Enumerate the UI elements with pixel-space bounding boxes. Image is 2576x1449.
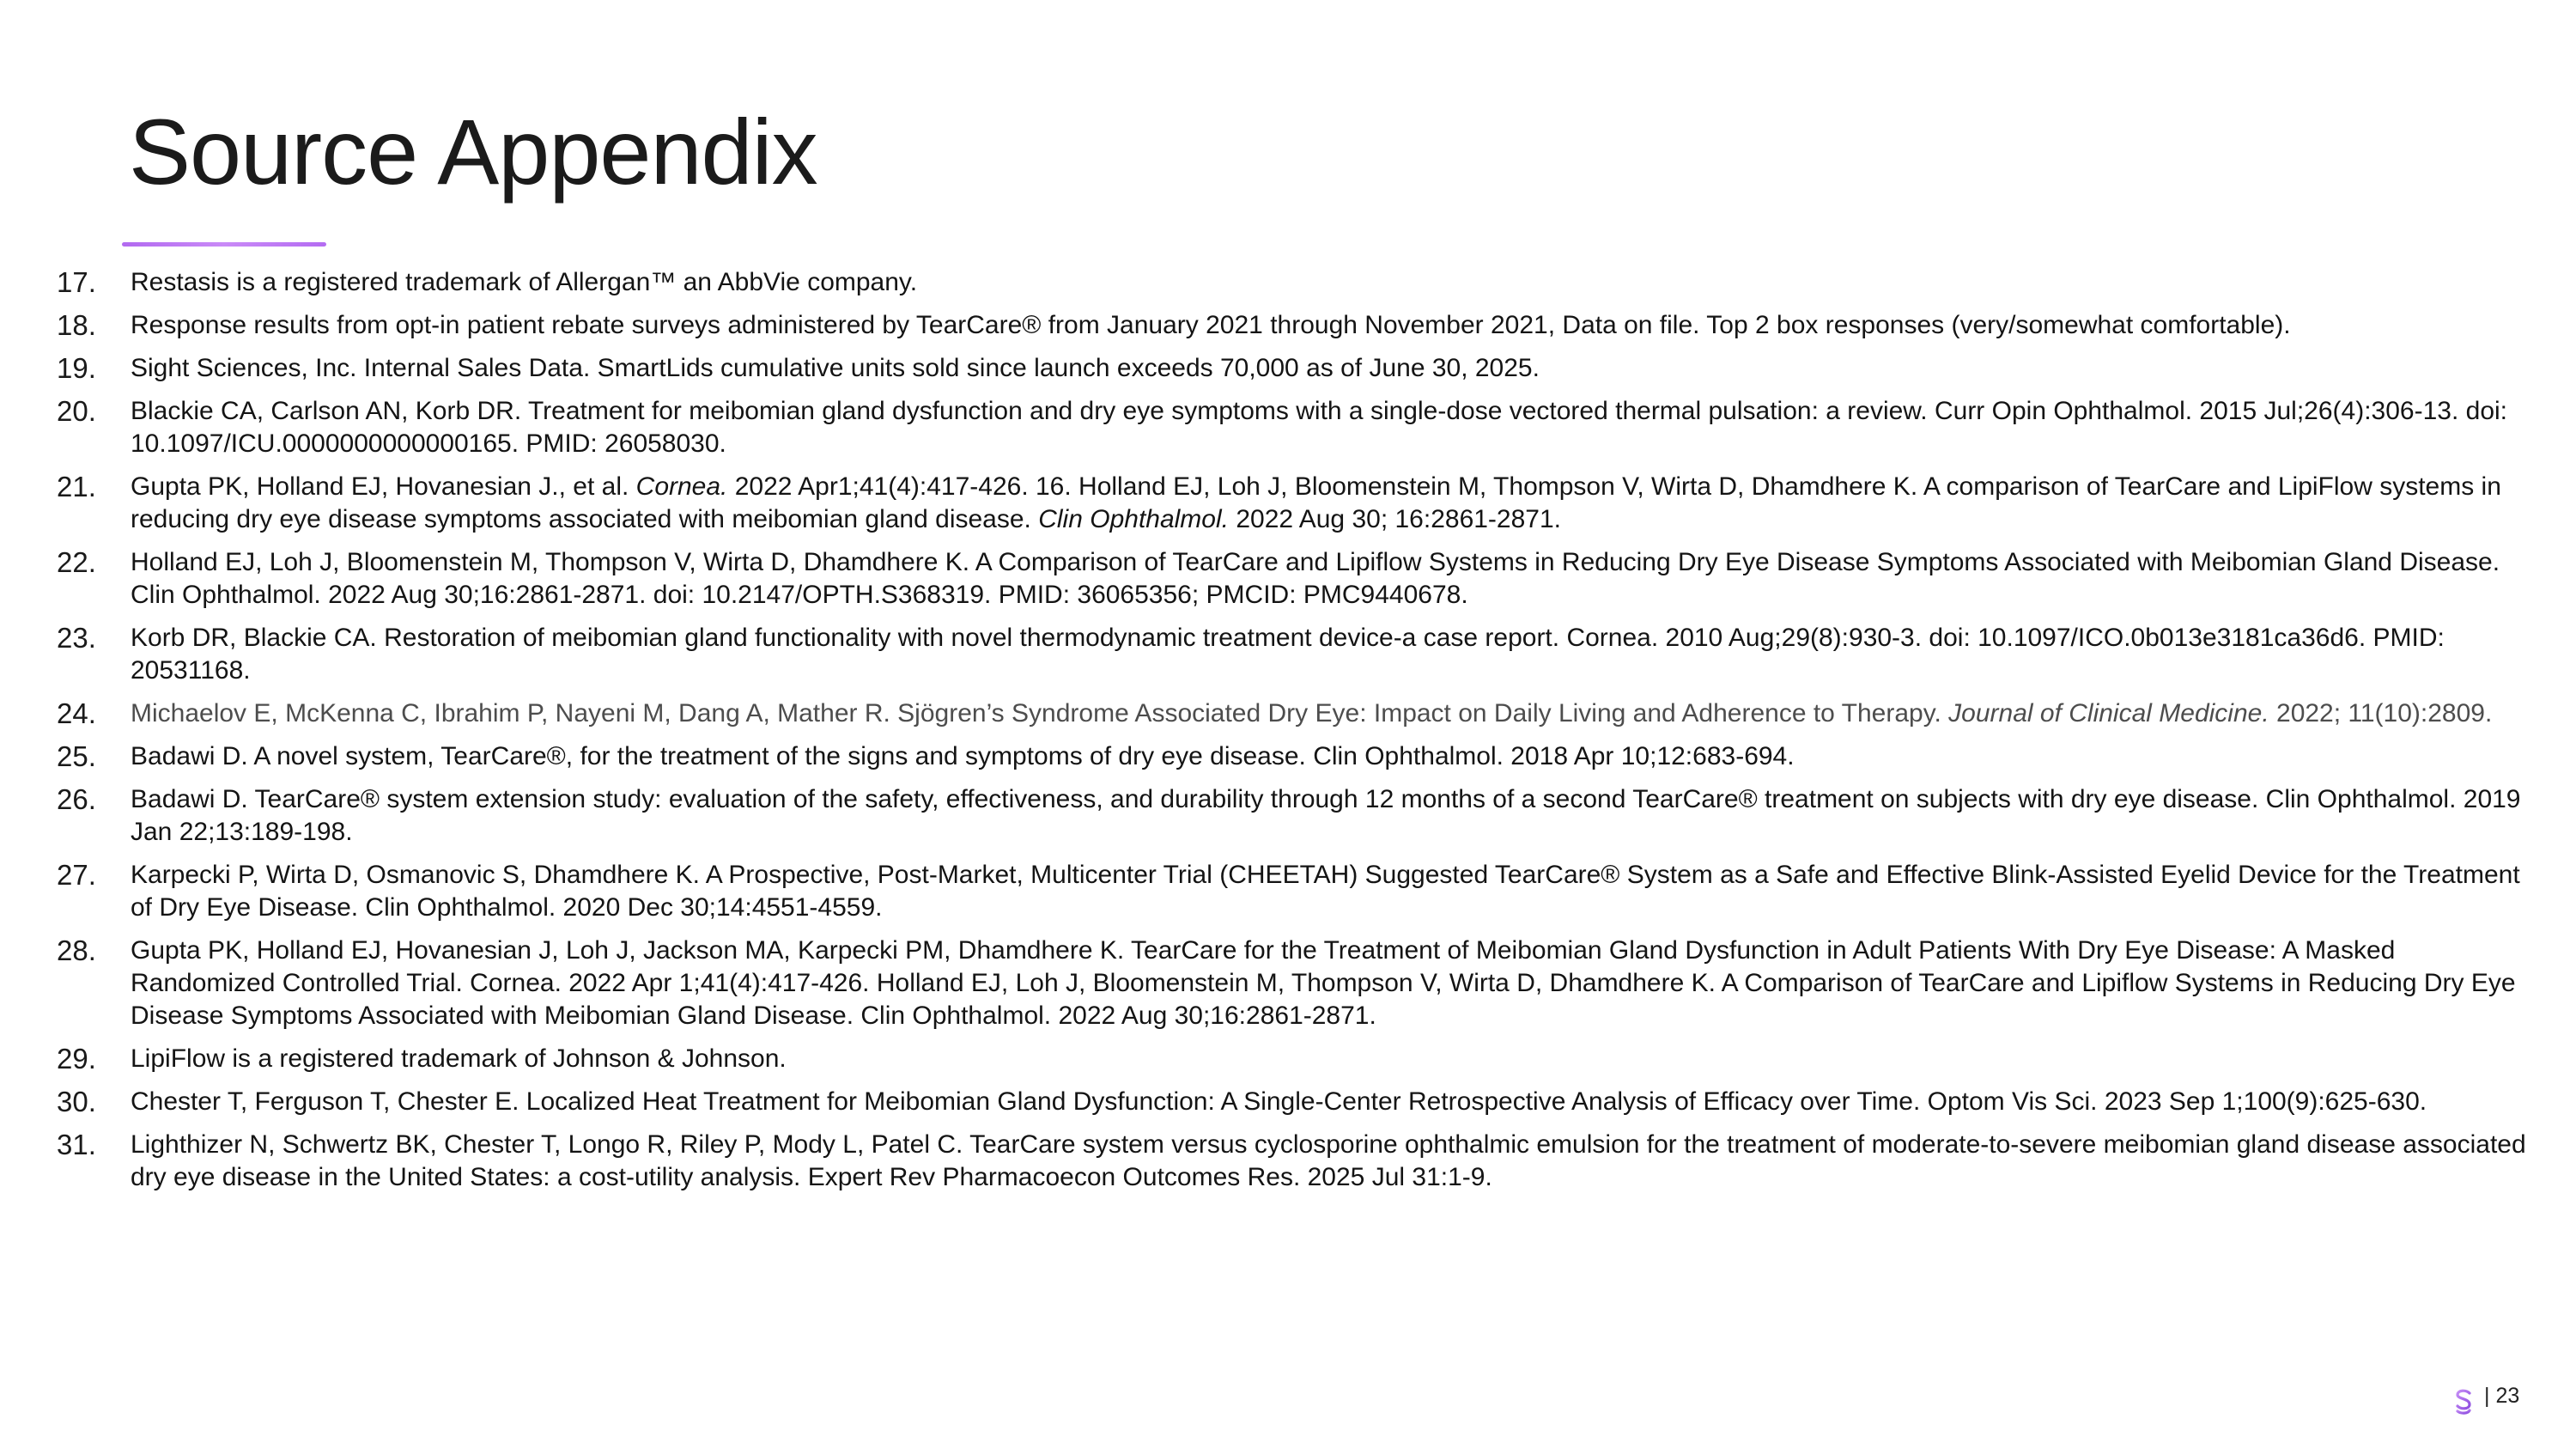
journal-name: Clin Ophthalmol. (1038, 505, 1229, 533)
reference-text: Sight Sciences, Inc. Internal Sales Data. SmartLids cumulative units sold since launch exceeds 70,000 as of June 30, 2025. (131, 354, 1540, 382)
reference-number: 31. (57, 1129, 96, 1160)
s-logo-icon (2453, 1388, 2474, 1417)
reference-item (0, 266, 2559, 299)
reference-number: 21. (57, 471, 96, 502)
reference-number: 20. (57, 395, 96, 427)
reference-text: LipiFlow is a registered trademark of Johnson & Johnson. (131, 1044, 787, 1073)
reference-text: Korb DR, Blackie CA. Restoration of meibomian gland functionality with novel thermodynamic treatment device-a case report. Cornea. 2010 Aug;29(8):930-3. doi: 10.1097/ICO.0b013e3181ca36d6. PMID: 20531168. (131, 624, 2445, 685)
reference-item (0, 1129, 2559, 1194)
reference-number: 30. (57, 1086, 96, 1117)
reference-text: Response results from opt-in patient rebate surveys administered by TearCare® from January 2021 through November 2021, Data on file. Top 2 box responses (very/somewhat comfortable). (131, 311, 2291, 339)
reference-text: Gupta PK, Holland EJ, Hovanesian J, Loh J, Jackson MA, Karpecki PM, Dhamdhere K. TearCare for the Treatment of Meibomian Gland Dysfunction in Adult Patients With Dry Eye Disease: A Masked Randomized Controlled Trial. Cornea. 2022 Apr 1;41(4):417-426. Holland EJ, Loh J, Bloomenstein M, Thompson V, Wirta D, Dhamdhere K. A Comparison of TearCare and Lipiflow Systems in Reducing Dry Eye Disease Symptoms Associated with Meibomian Gland Disease. Clin Ophthalmol. 2022 Aug 30;16:2861-2871. (131, 936, 2516, 1030)
title-underline (122, 242, 326, 247)
reference-item (0, 859, 2559, 924)
reference-text-part: Gupta PK, Holland EJ, Hovanesian J., et al. (131, 472, 636, 501)
reference-text: Lighthizer N, Schwertz BK, Chester T, Longo R, Riley P, Mody L, Patel C. TearCare system versus cyclosporine ophthalmic emulsion for the treatment of moderate-to-severe meibomian gland disease associated dry eye disease in the United States: a cost-utility analysis. Expert Rev Pharmacoecon Outcomes Res. 2025 Jul 31:1-9. (131, 1130, 2526, 1191)
reference-text: Badawi D. TearCare® system extension study: evaluation of the safety, effectiveness, and durability through 12 months of a second TearCare® treatment on subjects with dry eye disease. Clin Ophthalmol. 2019 Jan 22;13:189-198. (131, 785, 2521, 846)
reference-item (0, 935, 2559, 1032)
reference-number: 18. (57, 309, 96, 341)
page-number: | 23 (2484, 1384, 2520, 1408)
reference-number: 19. (57, 352, 96, 384)
reference-text: Chester T, Ferguson T, Chester E. Localized Heat Treatment for Meibomian Gland Dysfunction: A Single-Center Retrospective Analysis of Efficacy over Time. Optom Vis Sci. 2023 Sep 1;100(9):625-630. (131, 1087, 2427, 1116)
reference-item (0, 697, 2559, 730)
reference-text-part: 2022 Aug 30; 16:2861-2871. (1228, 505, 1561, 533)
reference-text: Badawi D. A novel system, TearCare®, for the treatment of the signs and symptoms of dry eye disease. Clin Ophthalmol. 2018 Apr 10;12:683-694. (131, 742, 1795, 770)
reference-text: Holland EJ, Loh J, Bloomenstein M, Thompson V, Wirta D, Dhamdhere K. A Comparison of TearCare and Lipiflow Systems in Reducing Dry Eye Disease Symptoms Associated with Meibomian Gland Disease. Clin Ophthalmol. 2022 Aug 30;16:2861-2871. doi: 10.2147/OPTH.S368319. PMID: 36065356; PMCID: PMC9440678. (131, 548, 2500, 609)
reference-text-part: 2022; 11(10):2809. (2269, 699, 2493, 728)
reference-item (0, 395, 2559, 460)
reference-number: 29. (57, 1043, 96, 1075)
reference-text-part: 2022 Apr1;41(4):417-426. 16. Holland EJ, Loh J, Bloomenstein M, Thompson V, Wirta D, Dhamdhere K. A comparison of TearCare and LipiFlow systems in reducing dry eye disease symptoms associated with meibomian gland disease. (131, 472, 2501, 533)
reference-text: Restasis is a registered trademark of Allergan™ an AbbVie company. (131, 268, 918, 296)
reference-list (0, 266, 2559, 1204)
reference-number: 22. (57, 546, 96, 578)
reference-number: 27. (57, 859, 96, 891)
reference-number: 23. (57, 622, 96, 654)
reference-item (0, 546, 2559, 612)
reference-text: Karpecki P, Wirta D, Osmanovic S, Dhamdhere K. A Prospective, Post-Market, Multicenter Trial (CHEETAH) Suggested TearCare® System as a Safe and Effective Blink-Assisted Eyelid Device for the Treatment of Dry Eye Disease. Clin Ophthalmol. 2020 Dec 30;14:4551-4559. (131, 861, 2520, 922)
reference-text-part: Michaelov E, McKenna C, Ibrahim P, Nayeni M, Dang A, Mather R. Sjögren’s Syndrome Associated Dry Eye: Impact on Daily Living and Adherence to Therapy. (131, 699, 1949, 728)
reference-item (0, 783, 2559, 849)
page-title: Source Appendix (129, 100, 817, 204)
reference-item (0, 740, 2559, 773)
reference-item (0, 1043, 2559, 1075)
reference-number: 25. (57, 740, 96, 772)
reference-number: 24. (57, 697, 96, 729)
reference-item (0, 352, 2559, 385)
reference-text (131, 472, 2501, 533)
reference-item (0, 1086, 2559, 1118)
reference-number: 26. (57, 783, 96, 815)
reference-item (0, 471, 2559, 536)
journal-name: Journal of Clinical Medicine. (1948, 699, 2269, 728)
reference-number: 28. (57, 935, 96, 966)
reference-item (0, 309, 2559, 342)
reference-text (131, 699, 2492, 728)
reference-text: Blackie CA, Carlson AN, Korb DR. Treatment for meibomian gland dysfunction and dry eye symptoms with a single-dose vectored thermal pulsation: a review. Curr Opin Ophthalmol. 2015 Jul;26(4):306-13. doi: 10.1097/ICU.0000000000000165. PMID: 26058030. (131, 397, 2507, 458)
journal-name: Cornea. (635, 472, 728, 501)
reference-number: 17. (57, 266, 96, 298)
reference-item (0, 622, 2559, 687)
